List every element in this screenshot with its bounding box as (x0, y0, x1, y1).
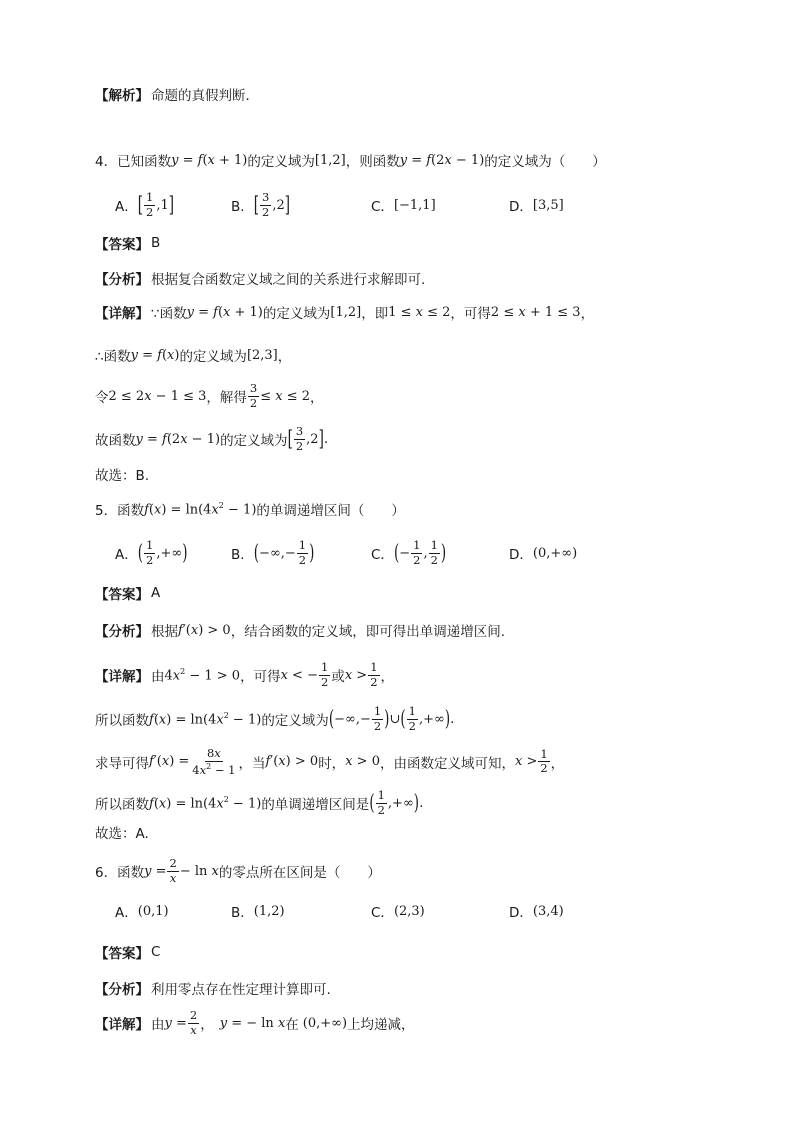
question-6: 6．函数 y = $\frac{2}{x}$ − ln x 的零点所在区间是（ ） (95, 856, 381, 885)
q5-detail-3: 求导可得 f′(x) = $\frac{8x}{4x^2 - 1}$ ，当 f′(x) > 0 时， x > 0 ，由函数定义域可知， x > $\frac{1}{2}$ ， (95, 746, 565, 777)
q6-option-b[interactable]: B． (1,2) (231, 903, 285, 921)
q5-detail-1: 【详解】 由 $4x^2 - 1 > 0$ ，可得 x < − $\frac{1}{2}$ 或 x > $\frac{1}{2}$ ， (95, 660, 395, 689)
q4-option-b[interactable]: B． [ $\frac{3}{2}$ ,2 ] (231, 190, 291, 219)
q4-analysis: 【分析】 根据复合函数定义域之间的关系进行求解即可. (95, 272, 426, 288)
q4-answer: 【答案】 B (95, 235, 161, 253)
q4-option-d[interactable]: D． [3,5] (509, 197, 564, 215)
solution-line (95, 84, 754, 104)
q4-options (115, 190, 675, 220)
question-4: 4．已知函数 y = f(x + 1) 的定义域为 [1,2] ，则函数 y = f(2x − 1) 的定义域为（ ） (95, 152, 606, 170)
q5-answer: 【答案】 A (95, 585, 161, 603)
q5-options (115, 538, 675, 568)
q6-detail-1: 【详解】 由 y = $\frac{2}{x}$ ， y = − ln x 在 (0,+∞) 上均递减， (95, 1008, 415, 1037)
q4-detail-3: 令 2 ≤ 2x − 1 ≤ 3 ，解得 $\frac{3}{2}$ ≤ x ≤ 2 ， (95, 381, 324, 410)
q6-answer: 【答案】 C (95, 944, 161, 962)
q6-option-d[interactable]: D． (3,4) (509, 903, 564, 921)
q6-analysis: 【分析】 利用零点存在性定理计算即可. (95, 982, 331, 998)
q6-option-a[interactable]: A． (0,1) (115, 903, 169, 921)
q5-detail-4: 所以函数 $f(x) = \ln(4x^2 - 1)$ 的单调递增区间是 ( $\frac{1}{2}$ ,+∞ ) . (95, 788, 424, 817)
q4-detail-2: ∴函数 y = f(x) 的定义域为 [2,3] ， (95, 347, 292, 365)
q6-options (115, 897, 675, 925)
q4-detail-1: 【详解】 ∵函数 y = f(x + 1) 的定义域为 [1,2] ，即 1 ≤ x ≤ 2 ，可得 2 ≤ x + 1 ≤ 3 ， (95, 304, 595, 322)
q6-option-c[interactable]: C． (2,3) (371, 903, 425, 921)
q5-choice: 故选：A. (95, 826, 149, 842)
q5-option-b[interactable]: B． ( −∞,− $\frac{1}{2}$ ) (231, 538, 315, 567)
q5-detail-2: 所以函数 $f(x) = \ln(4x^2 - 1)$ 的定义域为 ( −∞,− $\frac{1}{2}$ ) ∪ ( $\frac{1}{2}$ ,+∞ ) . (95, 704, 455, 733)
q4-detail-4: 故函数 y = f(2x − 1) 的定义域为 [ $\frac{3}{2}$ ,2 ] . (95, 424, 329, 453)
solution-text: 命题的真假判断． (151, 88, 259, 104)
q5-option-a[interactable]: A． ( $\frac{1}{2}$ ,+∞ ) (115, 538, 188, 567)
q5-analysis: 【分析】 根据 f′(x) > 0 ，结合函数的定义域，即可得出单调递增区间. (95, 622, 505, 640)
q5-option-d[interactable]: D． (0,+∞) (509, 545, 578, 563)
q4-choice: 故选：B. (95, 468, 150, 484)
q4-option-a[interactable]: A． [ $\frac{1}{2}$ ,1 ] (115, 190, 175, 219)
q4-option-c[interactable]: C． [−1,1] (371, 197, 436, 215)
question-5: 5．函数 $f(x) = \ln(4x^2 - 1)$ 的单调递增区间（ ） (95, 500, 405, 519)
jiexi-tag: 【解析】 (95, 88, 149, 104)
q5-option-c[interactable]: C． ( − $\frac{1}{2}$ , $\frac{1}{2}$ ) (371, 538, 447, 567)
